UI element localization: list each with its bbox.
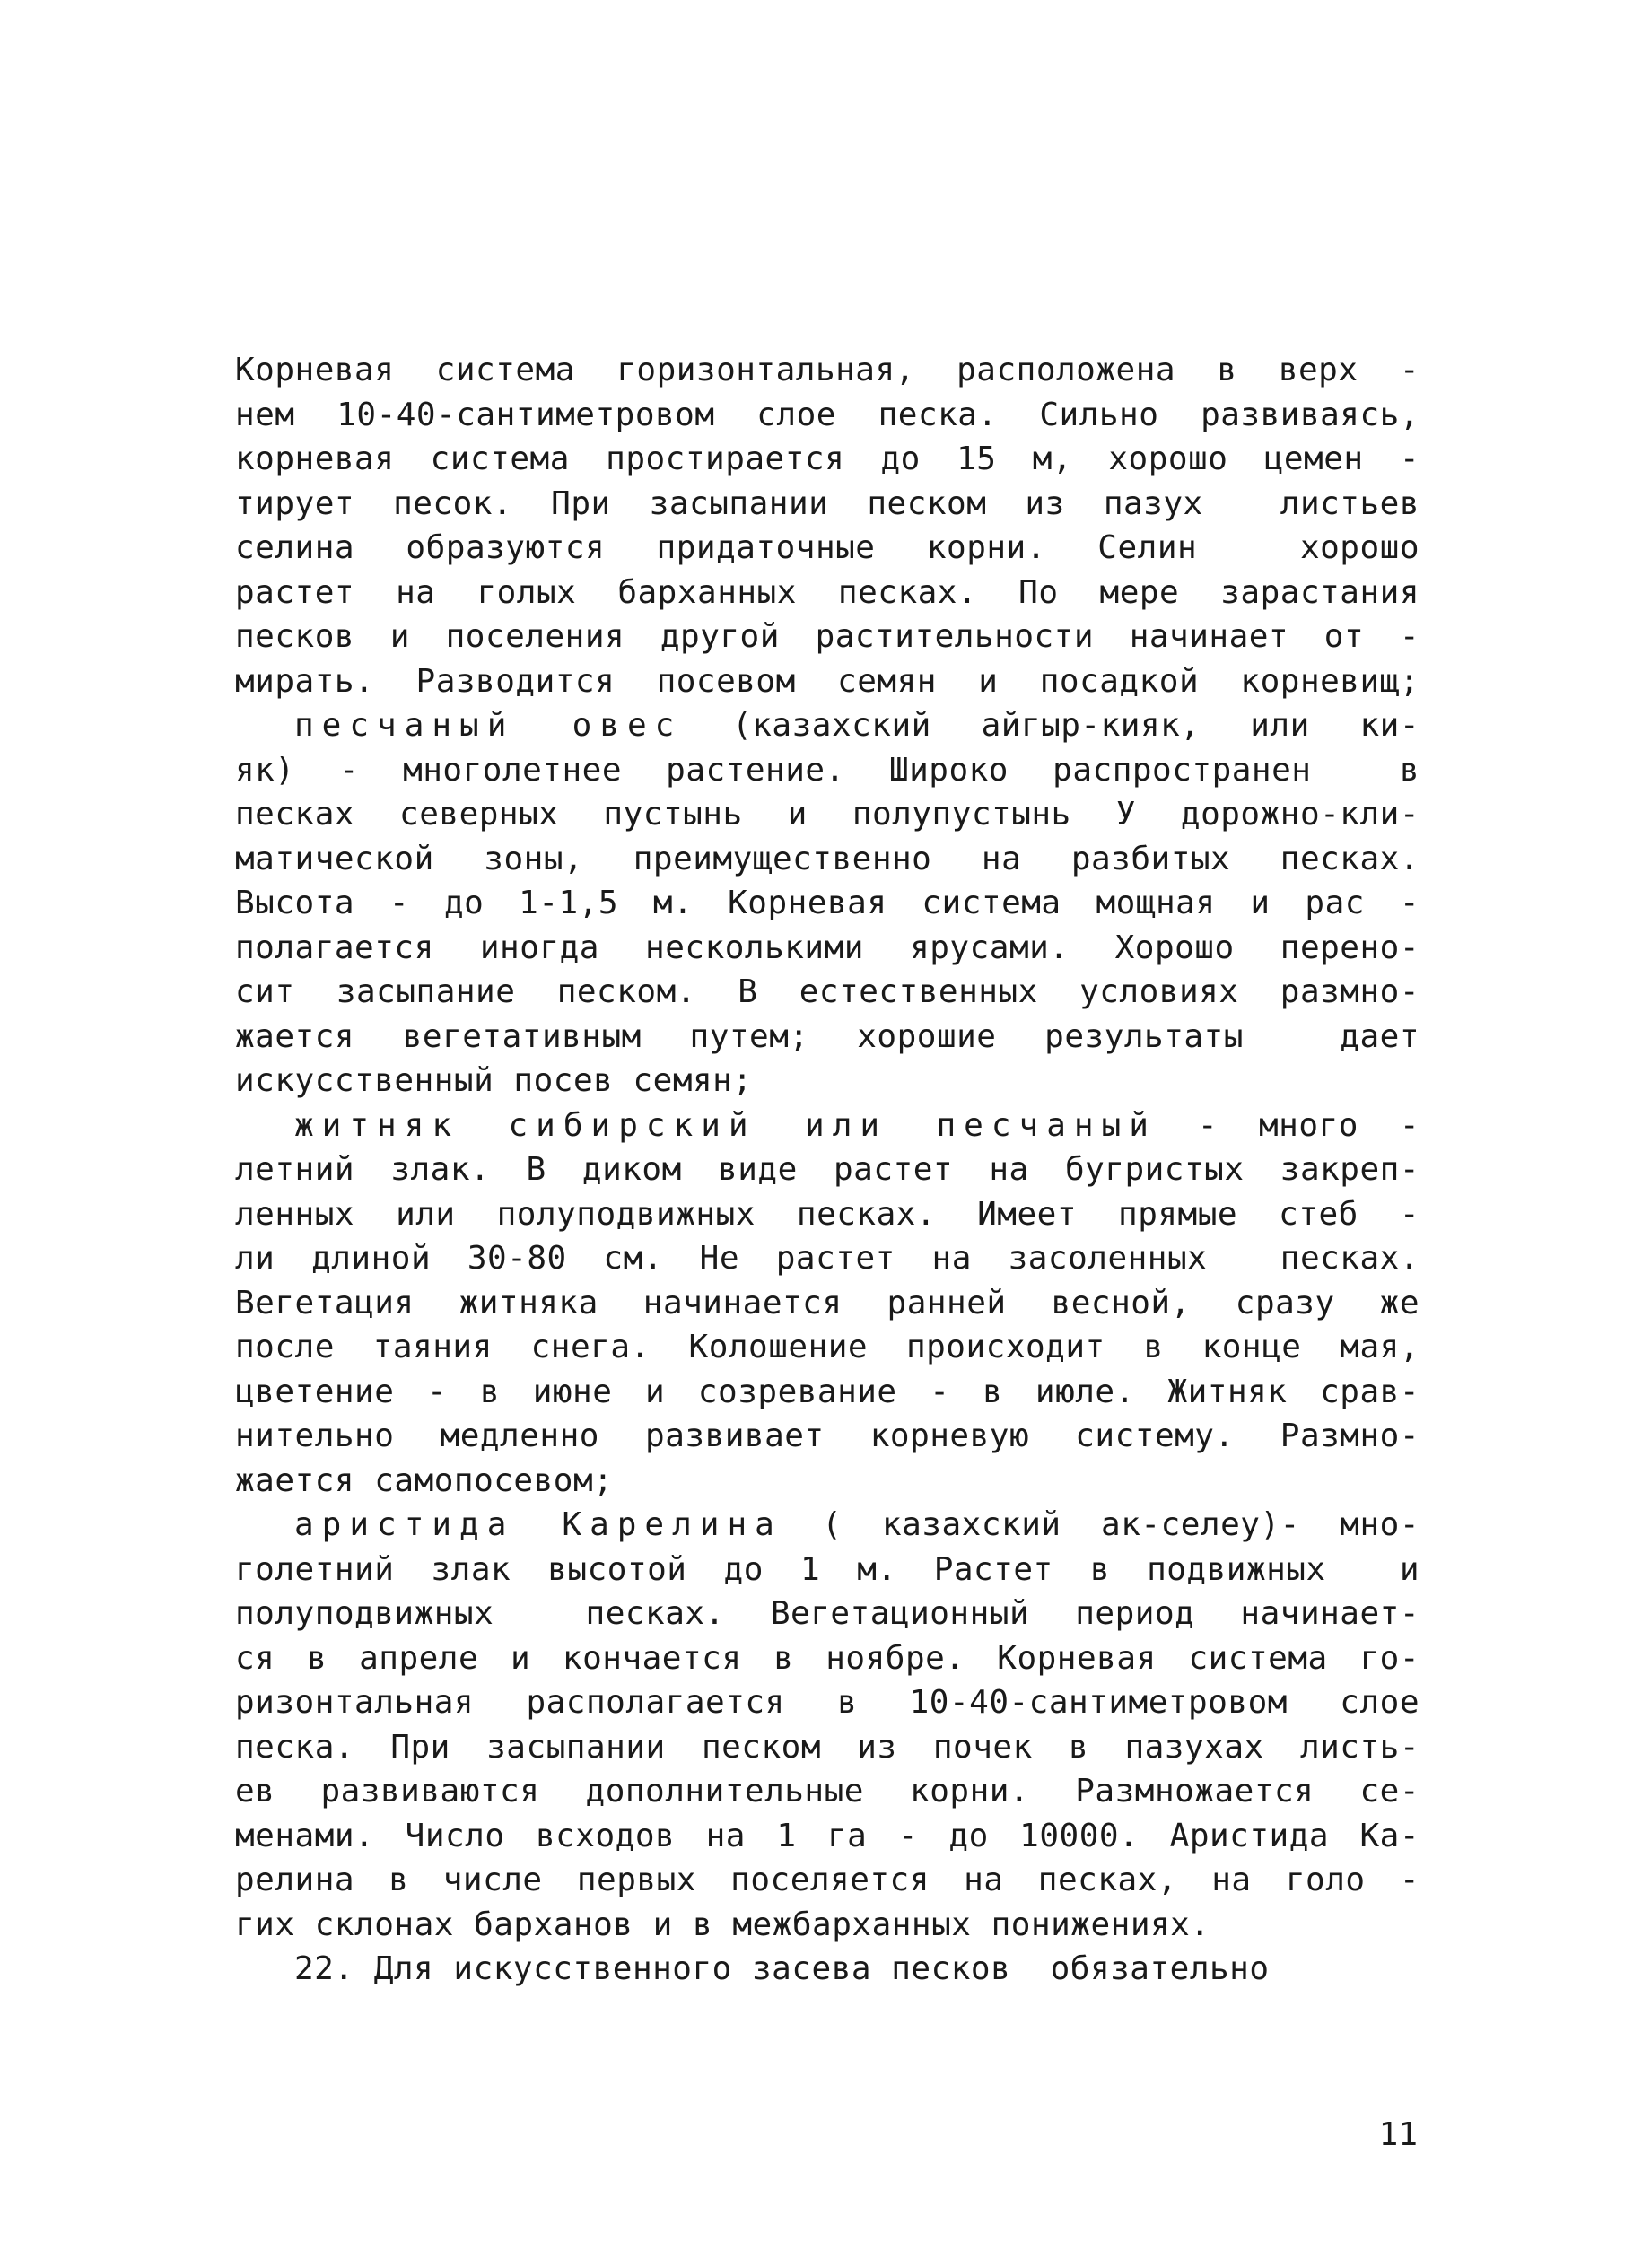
term-oves: песчаный овес	[294, 707, 683, 744]
text-line: селина образуются придаточные корни. Селин хорошо	[235, 529, 1420, 566]
text-line: тирует песок. При засыпании песком из пазух листьев	[235, 484, 1420, 522]
text-line: полуподвижных песках. Вегетационный период начинает-	[235, 1595, 1420, 1632]
text-line: растет на голых барханных песках. По мере зарастания	[235, 573, 1420, 611]
text-line: ев развиваются дополнительные корни. Размножается се-	[235, 1773, 1420, 1810]
text-line: Вегетация житняка начинается ранней весной, сразу же	[235, 1284, 1420, 1322]
text-line: нительно медленно развивает корневую систему. Размно-	[235, 1418, 1420, 1454]
text-line: песков и поселения другой растительности начинает от -	[235, 618, 1420, 655]
text-line: жается вегетативным путем; хорошие результаты дает	[235, 1017, 1420, 1055]
term-zhitnyak: житняк сибирский или песчаный	[294, 1106, 1157, 1144]
text-line: корневая система простирается до 15 м, хорошо цемен -	[235, 441, 1420, 477]
text-line: матической зоны, преимущественно на разбитых песках.	[235, 840, 1420, 877]
text-line: ленных или полуподвижных песках. Имеет прямые стеб -	[235, 1195, 1420, 1233]
text-line: после таяния снега. Колошение происходит в конце мая,	[235, 1329, 1420, 1365]
text-line: ся в апреле и кончается в ноябре. Корневая система го-	[235, 1639, 1420, 1677]
text-line: як) - многолетнее растение. Широко распространен в	[235, 751, 1420, 789]
text-line: релина в числе первых поселяется на песках, на голо -	[235, 1862, 1420, 1898]
paragraph-22-first-line: 22. Для искусственного засева песков обязательно	[294, 1950, 1270, 1987]
text-line: Корневая система горизонтальная, расположена в верх -	[235, 352, 1420, 388]
text-line: искусственный посев семян;	[235, 1062, 753, 1099]
text-line: ризонтальная располагается в 10-40-сантиметровом слое	[235, 1684, 1420, 1721]
text-line: летний злак. В диком виде растет на бугристых закреп-	[235, 1151, 1420, 1188]
paragraph-oves-first-line	[235, 703, 1420, 748]
text-line: гих склонах барханов и в межбарханных понижениях.	[235, 1906, 1210, 1943]
text-line: менами. Число всходов на 1 га - до 10000. Аристида Ка-	[235, 1817, 1420, 1854]
page-number: 11	[1378, 2116, 1418, 2153]
text-line: мирать. Разводится посевом семян и посадкой корневищ;	[235, 662, 1420, 700]
text-line: жается самопосевом;	[235, 1461, 614, 1499]
text-fragment: ( казахский ак-селеу)- мно-	[782, 1506, 1420, 1543]
text-line: сит засыпание песком. В естественных условиях размно-	[235, 973, 1420, 1010]
paragraph-zhitnyak-first-line	[235, 1103, 1420, 1148]
text-fragment: - много -	[1156, 1106, 1420, 1144]
text-line: песка. При засыпании песком из почек в пазухах листь-	[235, 1728, 1420, 1766]
text-line: песках северных пустынь и полупустынь У дорожно-кли-	[235, 796, 1420, 833]
text-line: полагается иногда несколькими ярусами. Хорошо перено-	[235, 929, 1420, 966]
text-line: нем 10-40-сантиметровом слое песка. Сильно развиваясь,	[235, 396, 1420, 433]
term-aristida: аристида Карелина	[294, 1506, 782, 1543]
text-line: Высота - до 1-1,5 м. Корневая система мощная и рас -	[235, 885, 1420, 921]
text-line: голетний злак высотой до 1 м. Растет в подвижных и	[235, 1550, 1420, 1588]
body-text	[235, 348, 1420, 1992]
text-line: цветение - в июне и созревание - в июле. Житняк срав-	[235, 1373, 1420, 1410]
paragraph-aristida-first-line	[235, 1503, 1420, 1548]
text-fragment: (казахский айгыр-кияк, или ки-	[682, 707, 1420, 744]
text-line: ли длиной 30-80 см. Не растет на засоленных песках.	[235, 1240, 1420, 1277]
